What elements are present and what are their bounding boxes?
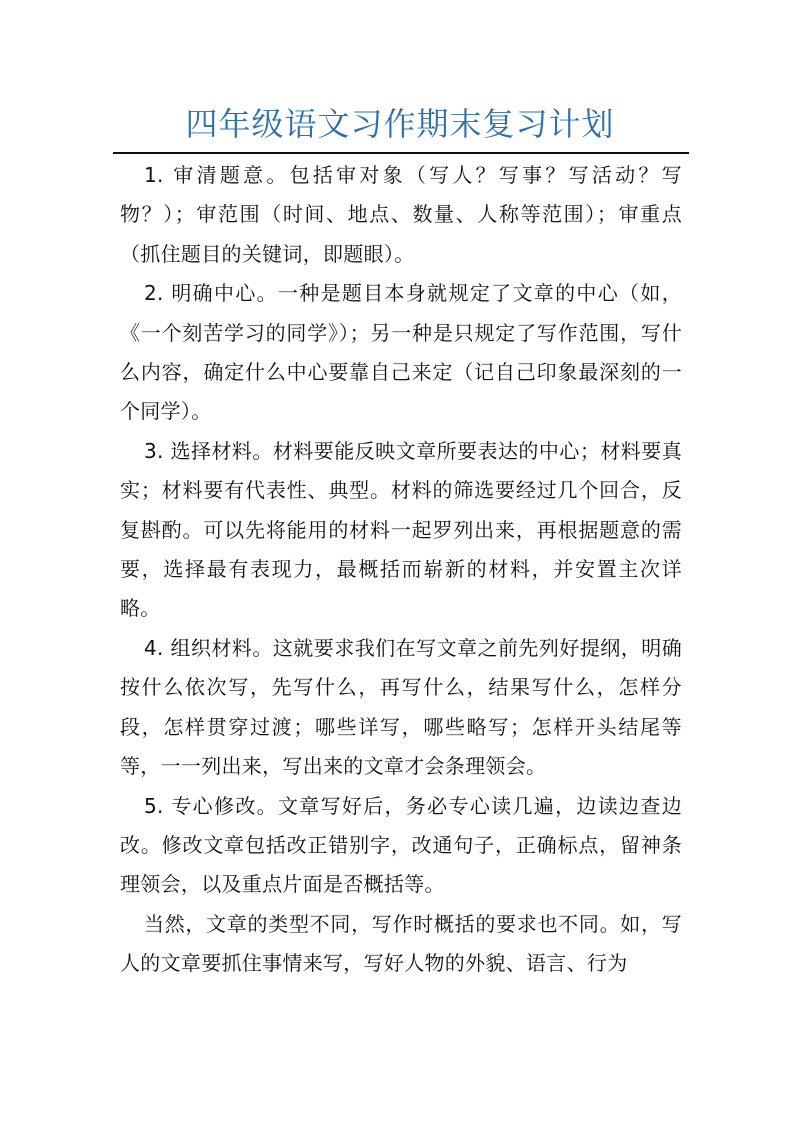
document-body (120, 156, 682, 984)
paragraph-3: 3. 选择材料。材料要能反映文章所要表达的中心；材料要真实；材料要有代表性、典型。材料的筛选要经过几个回合，反复斟酌。可以先将能用的材料一起罗列出来，再根据题意的需要，选择最有表现力，最概括而崭新的材料，并安置主次详略。 (120, 438, 682, 621)
paragraph-2: 2. 明确中心。一种是题目本身就规定了文章的中心（如，《一个刻苦学习的同学》）；另一种是只规定了写作范围，写什么内容，确定什么中心要靠自己来定（记自己印象最深刻的一个同学）。 (120, 281, 682, 424)
paragraph-1: 1. 审清题意。包括审对象（写人？写事？写活动？写物？）；审范围（时间、地点、数量、人称等范围）；审重点（抓住题目的关键词，即题眼）。 (120, 163, 682, 266)
document-title: 四年级语文习作期末复习计划 (185, 105, 615, 143)
title-divider (113, 152, 689, 154)
paragraph-5: 5. 专心修改。文章写好后，务必专心读几遍，边读边查边改。修改文章包括改正错别字，改通句子，正确标点，留神条理领会，以及重点片面是否概括等。 (120, 793, 682, 897)
paragraph-4: 4. 组织材料。这就要求我们在写文章之前先列好提纲，明确按什么依次写，先写什么，再写什么，结果写什么，怎样分段，怎样贯穿过渡；哪些详写，哪些略写；怎样开头结尾等等，一一列出来，写出来的文章才会条理领会。 (120, 635, 682, 779)
paragraph-6: 当然，文章的类型不同，写作时概括的要求也不同。如，写人的文章要抓住事情来写，写好人物的外貌、语言、行为 (120, 911, 682, 976)
